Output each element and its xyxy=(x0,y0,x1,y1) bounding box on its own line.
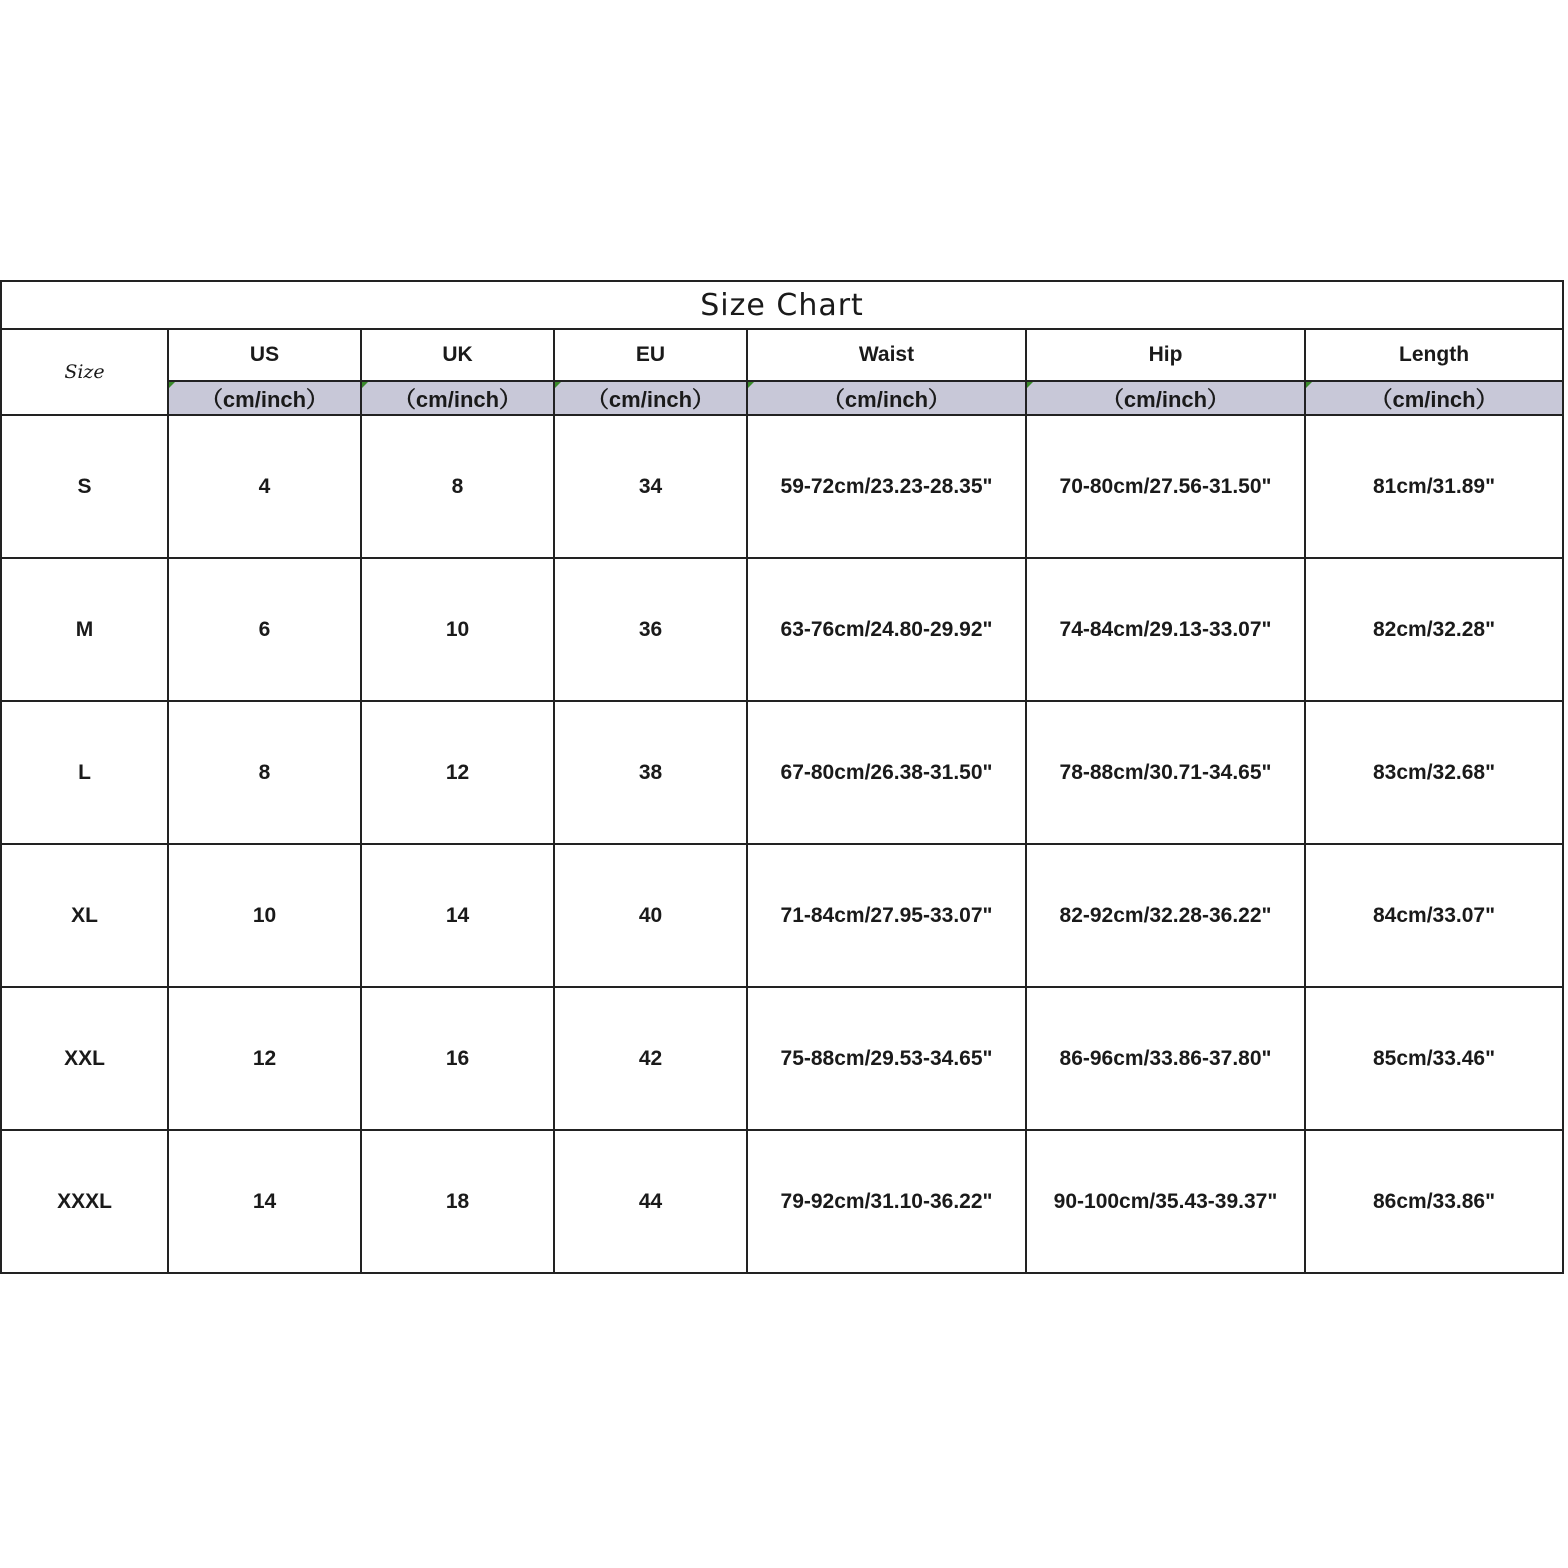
cell-length: 86cm/33.86" xyxy=(1305,1130,1563,1273)
cell-uk: 16 xyxy=(361,987,554,1130)
cell-uk: 8 xyxy=(361,415,554,558)
cell-uk: 12 xyxy=(361,701,554,844)
table-row xyxy=(1,844,1563,987)
cell-us: 14 xyxy=(168,1130,361,1273)
column-header-us: US xyxy=(168,329,361,381)
cell-length: 85cm/33.46" xyxy=(1305,987,1563,1130)
cell-waist: 79-92cm/31.10-36.22" xyxy=(747,1130,1026,1273)
table-row xyxy=(1,1130,1563,1273)
size-cell: S xyxy=(1,415,168,558)
table-row xyxy=(1,987,1563,1130)
table-row xyxy=(1,415,1563,558)
cell-eu: 34 xyxy=(554,415,747,558)
cell-us: 6 xyxy=(168,558,361,701)
cell-eu: 38 xyxy=(554,701,747,844)
column-unit-length: （cm/inch） xyxy=(1305,381,1563,415)
table-row xyxy=(1,701,1563,844)
header-unit-row xyxy=(1,381,1563,415)
cell-hip: 82-92cm/32.28-36.22" xyxy=(1026,844,1305,987)
cell-length: 83cm/32.68" xyxy=(1305,701,1563,844)
cell-eu: 42 xyxy=(554,987,747,1130)
cell-eu: 44 xyxy=(554,1130,747,1273)
cell-hip: 70-80cm/27.56-31.50" xyxy=(1026,415,1305,558)
size-chart-table xyxy=(0,280,1564,1274)
cell-us: 12 xyxy=(168,987,361,1130)
size-cell: L xyxy=(1,701,168,844)
column-unit-eu: （cm/inch） xyxy=(554,381,747,415)
size-cell: XXXL xyxy=(1,1130,168,1273)
cell-us: 10 xyxy=(168,844,361,987)
column-unit-uk: （cm/inch） xyxy=(361,381,554,415)
cell-length: 81cm/31.89" xyxy=(1305,415,1563,558)
column-header-hip: Hip xyxy=(1026,329,1305,381)
cell-uk: 14 xyxy=(361,844,554,987)
column-unit-waist: （cm/inch） xyxy=(747,381,1026,415)
title-row xyxy=(1,281,1563,329)
cell-waist: 67-80cm/26.38-31.50" xyxy=(747,701,1026,844)
cell-uk: 18 xyxy=(361,1130,554,1273)
column-unit-hip: （cm/inch） xyxy=(1026,381,1305,415)
cell-us: 4 xyxy=(168,415,361,558)
cell-waist: 75-88cm/29.53-34.65" xyxy=(747,987,1026,1130)
size-cell: M xyxy=(1,558,168,701)
cell-hip: 74-84cm/29.13-33.07" xyxy=(1026,558,1305,701)
cell-length: 84cm/33.07" xyxy=(1305,844,1563,987)
cell-eu: 36 xyxy=(554,558,747,701)
column-header-length: Length xyxy=(1305,329,1563,381)
size-cell: XL xyxy=(1,844,168,987)
cell-us: 8 xyxy=(168,701,361,844)
cell-eu: 40 xyxy=(554,844,747,987)
cell-waist: 71-84cm/27.95-33.07" xyxy=(747,844,1026,987)
cell-uk: 10 xyxy=(361,558,554,701)
header-label-row xyxy=(1,329,1563,381)
cell-waist: 63-76cm/24.80-29.92" xyxy=(747,558,1026,701)
column-header-eu: EU xyxy=(554,329,747,381)
cell-hip: 90-100cm/35.43-39.37" xyxy=(1026,1130,1305,1273)
cell-waist: 59-72cm/23.23-28.35" xyxy=(747,415,1026,558)
size-cell: XXL xyxy=(1,987,168,1130)
cell-hip: 86-96cm/33.86-37.80" xyxy=(1026,987,1305,1130)
column-unit-us: （cm/inch） xyxy=(168,381,361,415)
chart-title: Size Chart xyxy=(1,281,1563,329)
column-header-uk: UK xyxy=(361,329,554,381)
cell-hip: 78-88cm/30.71-34.65" xyxy=(1026,701,1305,844)
size-column-header: Size xyxy=(1,329,168,415)
table-row xyxy=(1,558,1563,701)
column-header-waist: Waist xyxy=(747,329,1026,381)
cell-length: 82cm/32.28" xyxy=(1305,558,1563,701)
